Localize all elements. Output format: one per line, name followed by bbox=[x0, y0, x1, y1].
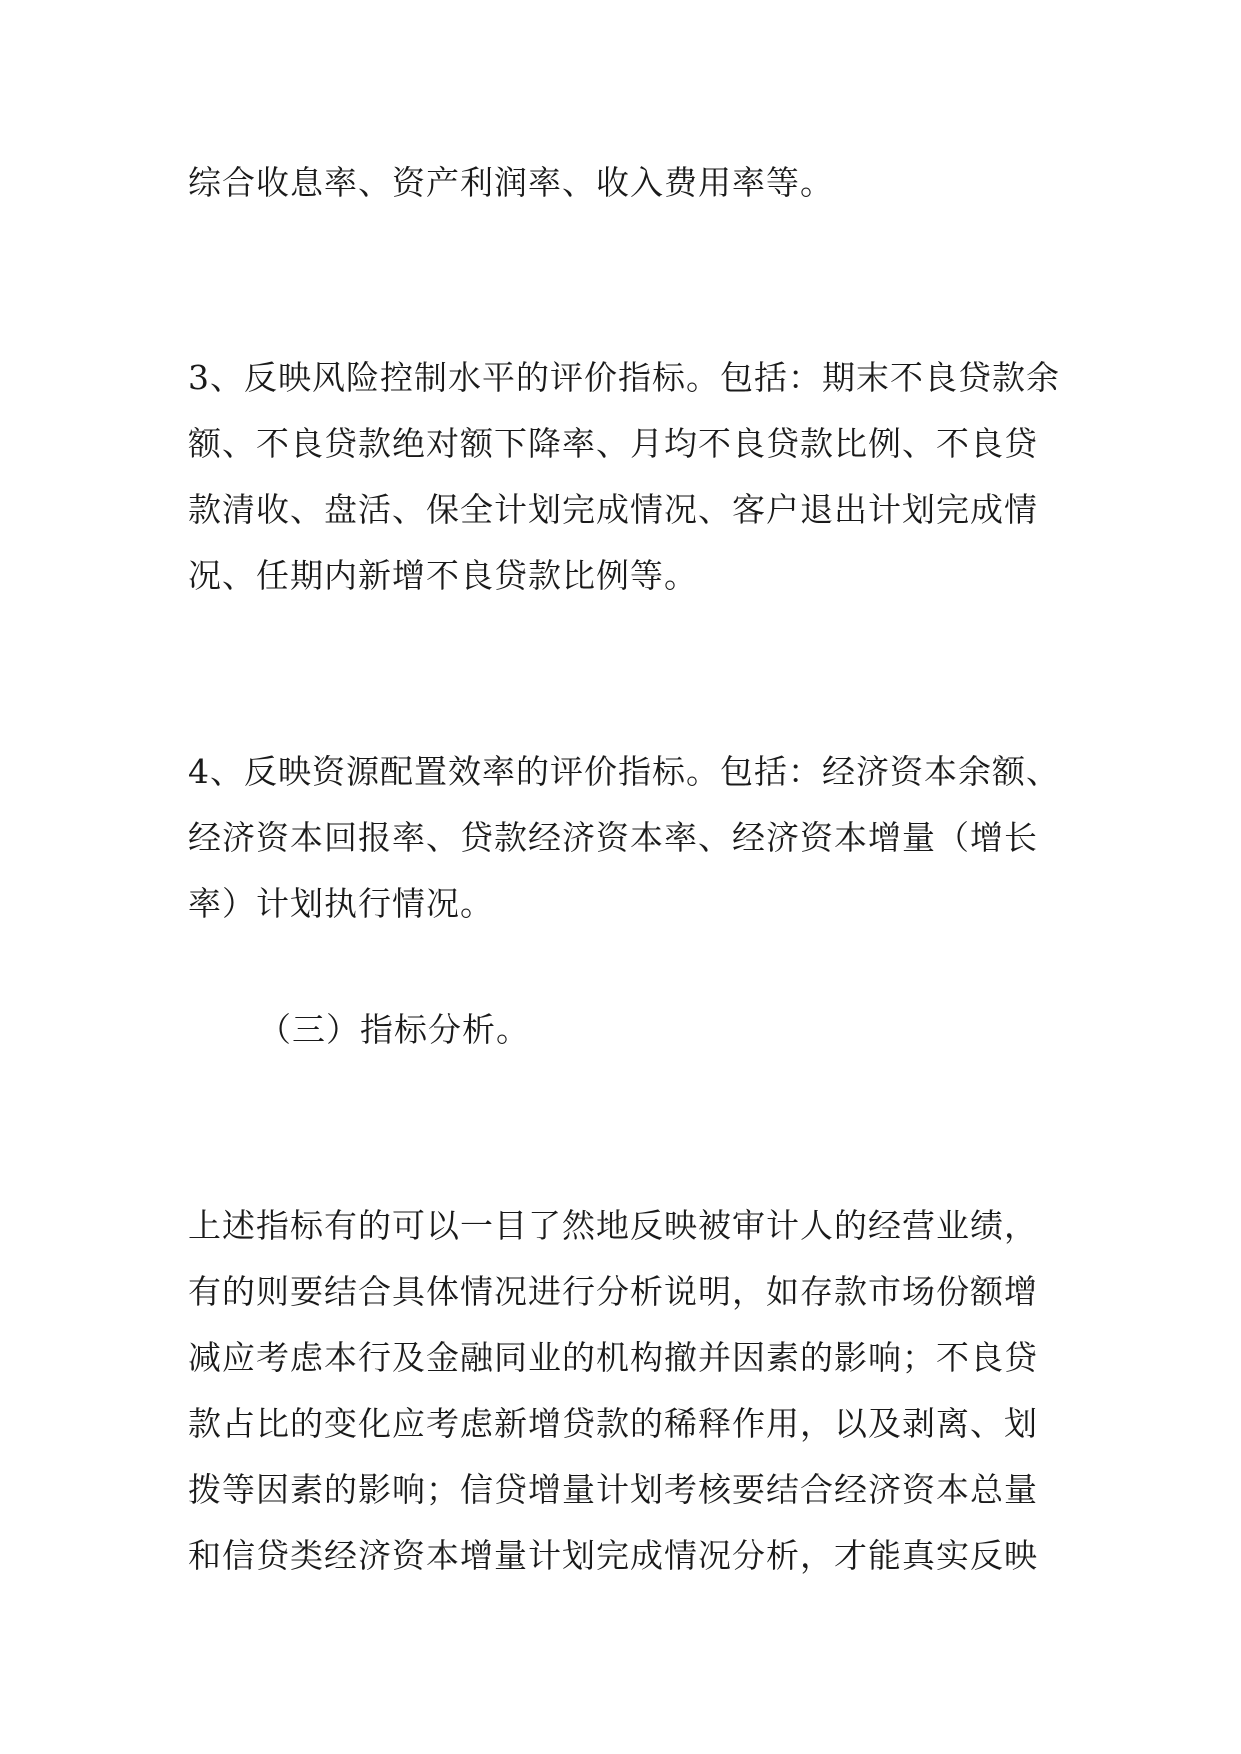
text-line: 率）计划执行情况。 bbox=[188, 884, 494, 923]
text-line: 经济资本回报率、贷款经济资本率、经济资本增量（增长 bbox=[188, 818, 1038, 857]
text-line: 有的则要结合具体情况进行分析说明，如存款市场份额增 bbox=[188, 1272, 1038, 1311]
text-line: 上述指标有的可以一目了然地反映被审计人的经营业绩， bbox=[188, 1206, 1038, 1245]
text-line: 额、不良贷款绝对额下降率、月均不良贷款比例、不良贷 bbox=[188, 424, 1038, 463]
text-line: 和信贷类经济资本增量计划完成情况分析，才能真实反映 bbox=[188, 1536, 1038, 1575]
text-line: 综合收息率、资产利润率、收入费用率等。 bbox=[188, 163, 834, 202]
text-line: 款清收、盘活、保全计划完成情况、客户退出计划完成情 bbox=[188, 490, 1038, 529]
text-line: 款占比的变化应考虑新增贷款的稀释作用，以及剥离、划 bbox=[188, 1404, 1038, 1443]
text-line: 况、任期内新增不良贷款比例等。 bbox=[188, 556, 698, 595]
section-heading: （三）指标分析。 bbox=[258, 1010, 530, 1049]
text-line: 4、反映资源配置效率的评价指标。包括：经济资本余额、 bbox=[188, 752, 1060, 791]
text-line: 减应考虑本行及金融同业的机构撤并因素的影响；不良贷 bbox=[188, 1338, 1038, 1377]
text-line: 3、反映风险控制水平的评价指标。包括：期末不良贷款余 bbox=[188, 358, 1060, 397]
text-line: 拨等因素的影响；信贷增量计划考核要结合经济资本总量 bbox=[188, 1470, 1038, 1509]
